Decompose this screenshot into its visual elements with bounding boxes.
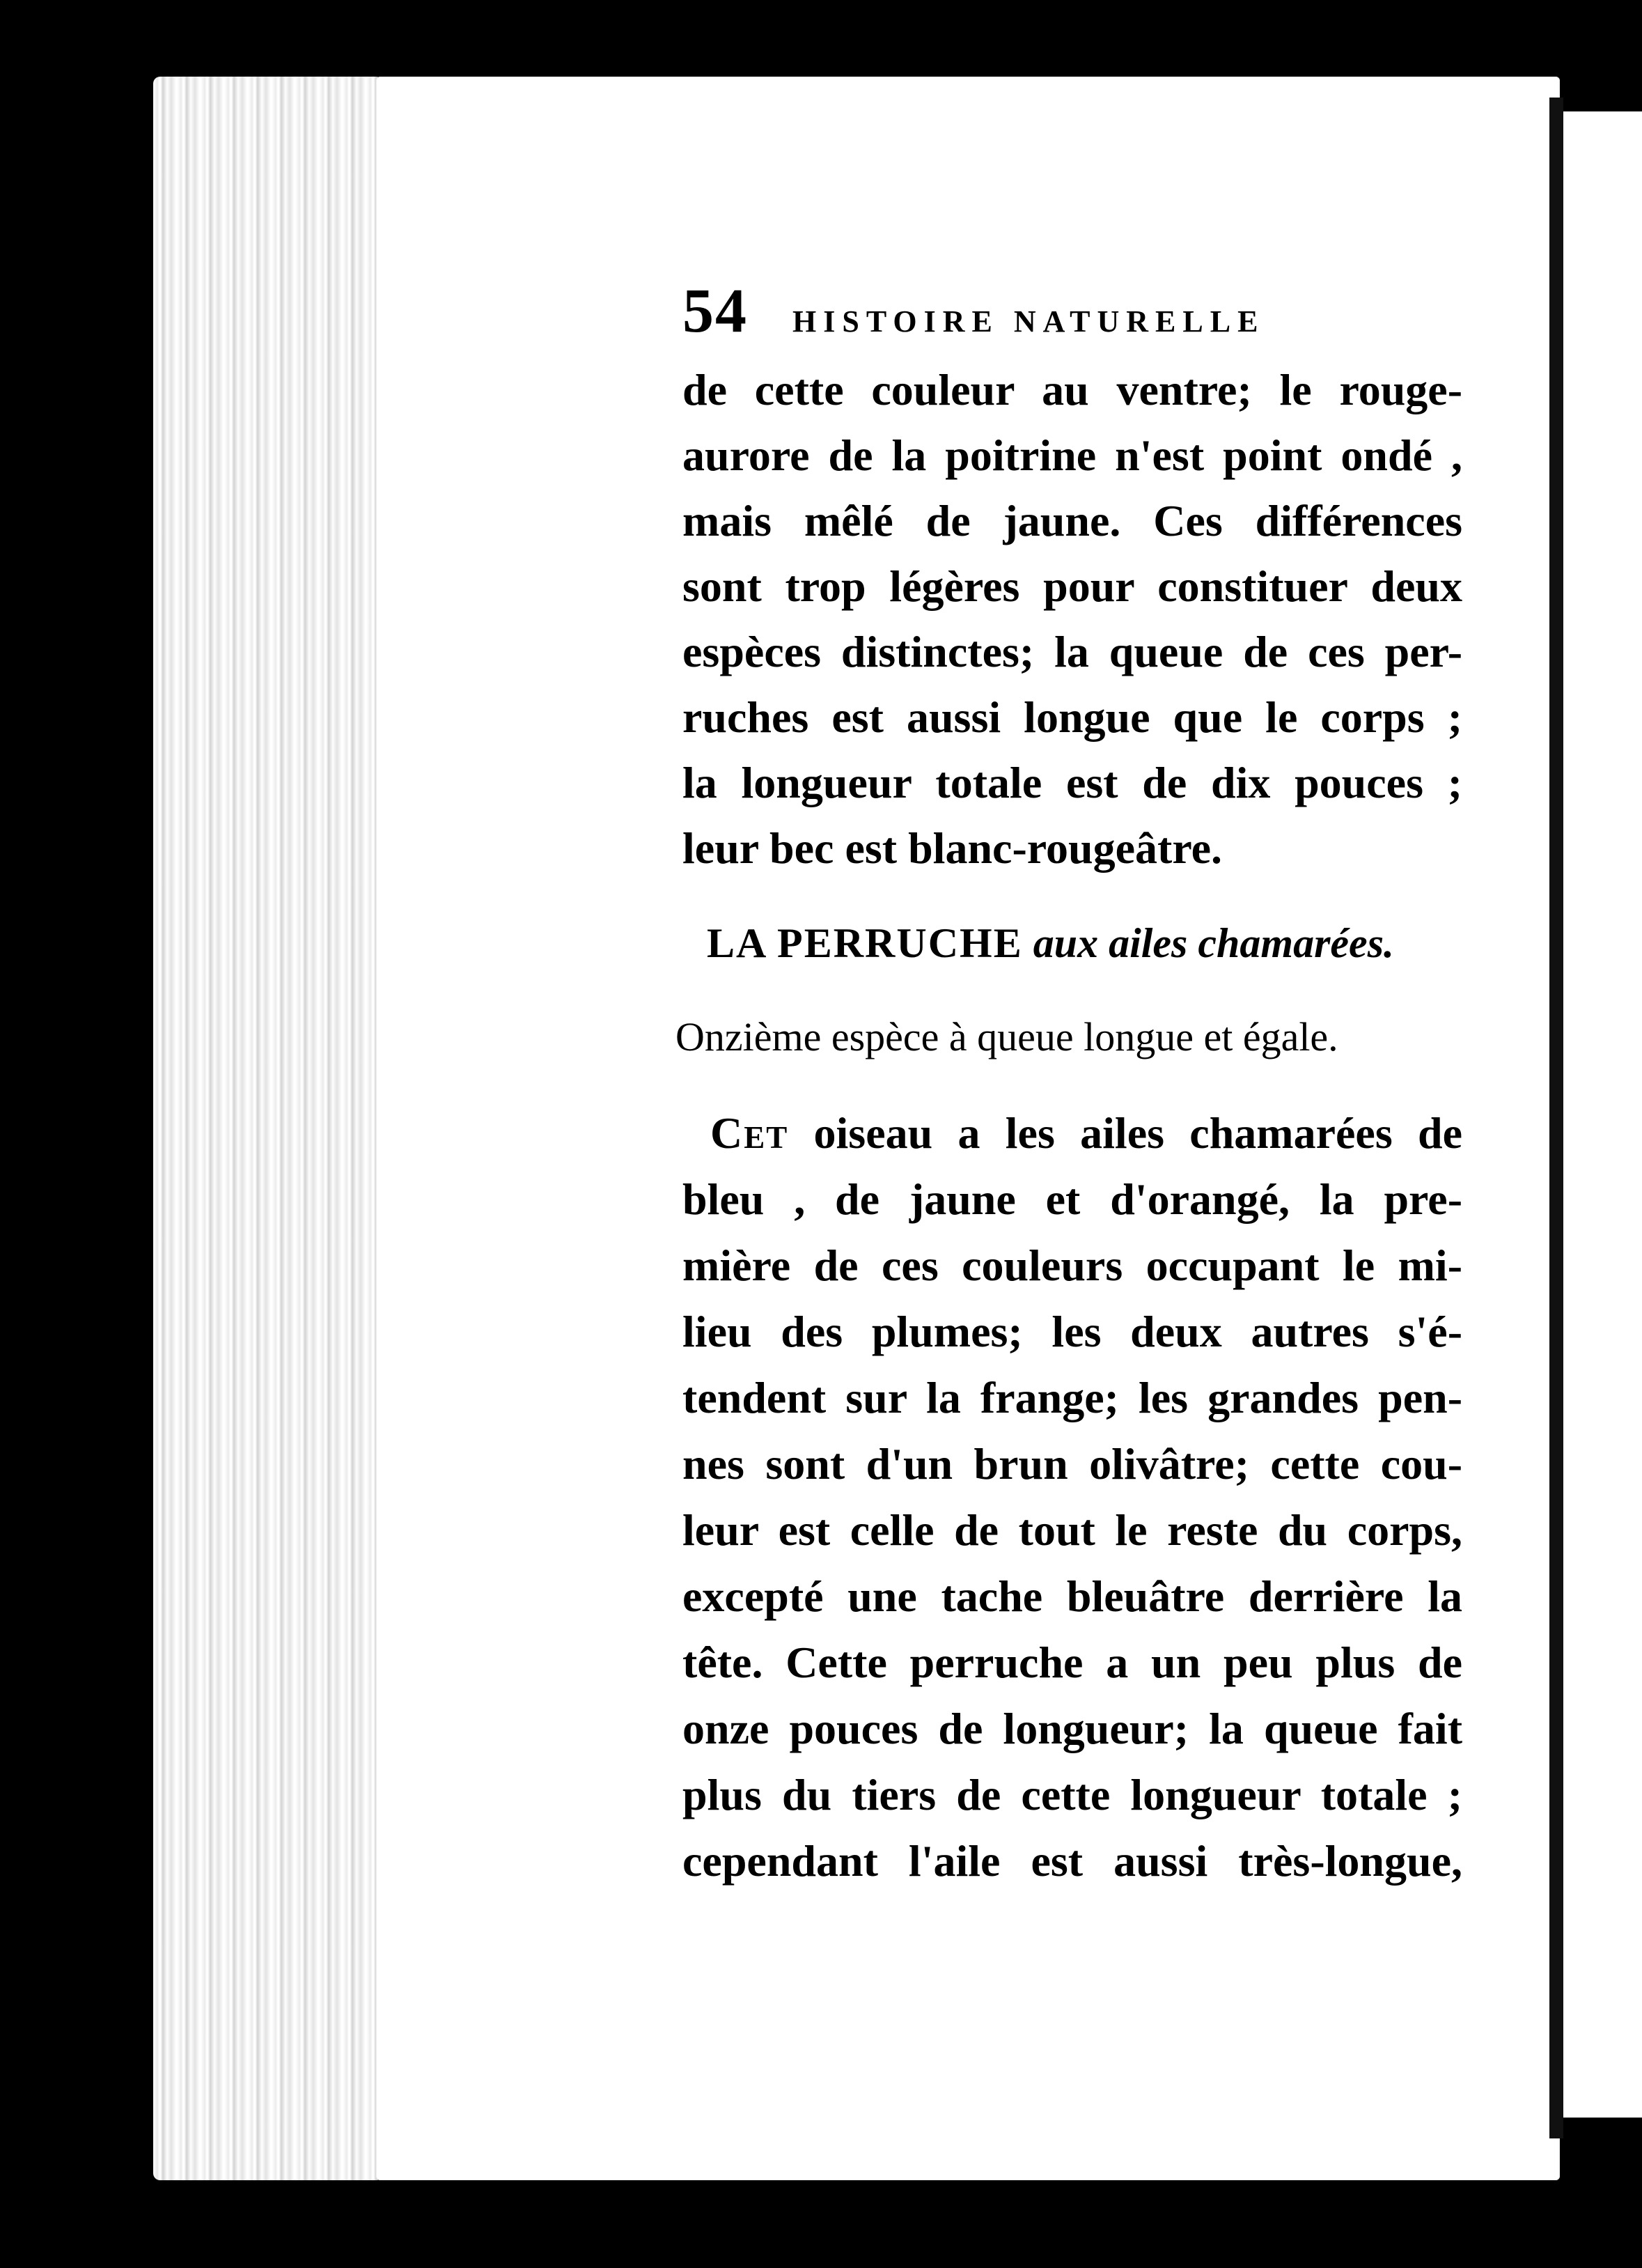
section-title-caps: LA PERRUCHE (707, 920, 1023, 966)
next-page-edge (1563, 111, 1642, 2118)
page-header (682, 275, 1462, 347)
text-line: de cette couleur au ventre; le rouge- (682, 365, 1462, 414)
text-line: tendent sur la frange; les grandes pen- (682, 1373, 1462, 1422)
text-line: plus du tiers de cette longueur totale ; (682, 1770, 1462, 1819)
text-line: aurore de la poitrine n'est point ondé , (682, 430, 1462, 480)
text-line: mière de ces couleurs occupant le mi- (682, 1241, 1462, 1290)
text-line-first (710, 1108, 1462, 1158)
text-line: ruches est aussi longue que le corps ; (682, 692, 1462, 742)
text-line: mais mêlé de jaune. Ces différences (682, 496, 1462, 545)
page-number: 54 (682, 277, 748, 345)
gutter-shadow (1549, 98, 1563, 2138)
first-line-rest: oiseau a les ailes chamarées de (788, 1108, 1462, 1158)
section-subtitle: Onzième espèce à queue longue et égale. (675, 1014, 1338, 1059)
text-line: lieu des plumes; les deux autres s'é- (682, 1307, 1462, 1356)
section-title (707, 919, 1462, 968)
text-line: tête. Cette perruche a un peu plus de (682, 1638, 1462, 1687)
text-line: excepté une tache bleuâtre derrière la (682, 1571, 1462, 1621)
text-line: onze pouces de longueur; la queue fait (682, 1704, 1462, 1753)
book-page-edges (153, 77, 383, 2180)
section-title-italic: aux ailes chamarées. (1033, 920, 1395, 966)
text-line: espèces distinctes; la queue de ces per- (682, 627, 1462, 676)
text-line: leur est celle de tout le reste du corps, (682, 1505, 1462, 1555)
text-line: nes sont d'un brun olivâtre; cette cou- (682, 1439, 1462, 1489)
text-line: la longueur totale est de dix pouces ; (682, 758, 1462, 807)
running-head: HISTOIRE NATURELLE (792, 304, 1265, 339)
text-line: cependant l'aile est aussi très-longue, (682, 1836, 1462, 1886)
first-word: Cet (710, 1108, 789, 1158)
text-line: leur bec est blanc-rougeâtre. (682, 823, 1222, 873)
text-line: sont trop légères pour constituer deux (682, 561, 1462, 611)
text-line: bleu , de jaune et d'orangé, la pre- (682, 1174, 1462, 1224)
